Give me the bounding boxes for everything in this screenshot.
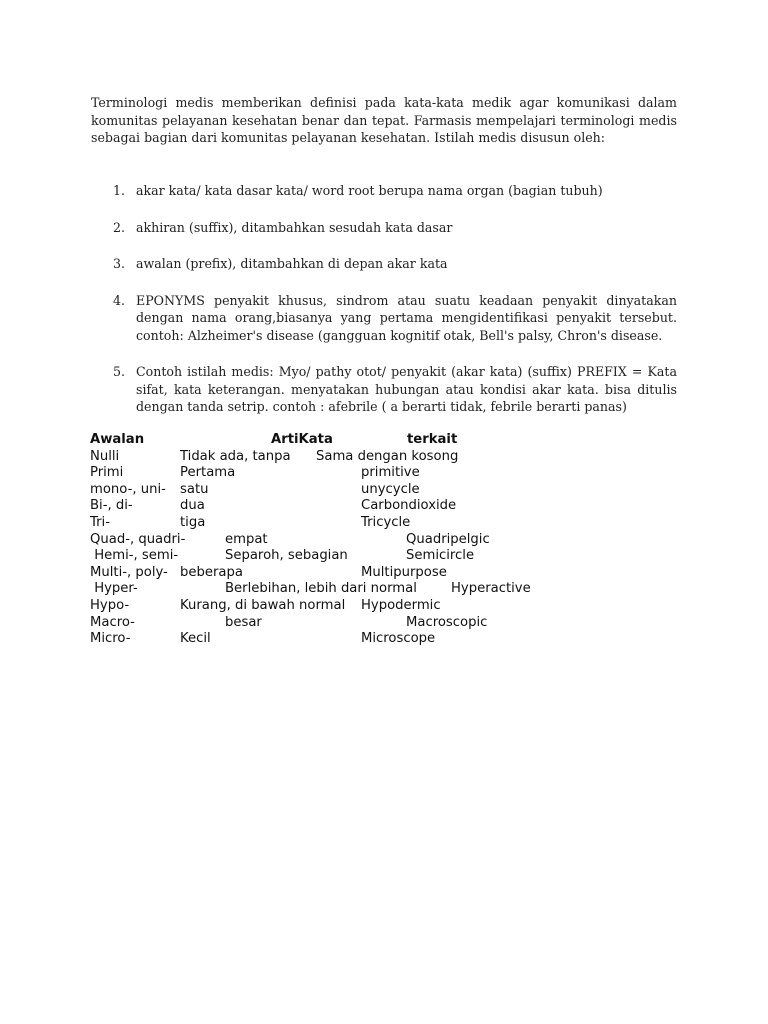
list-item xyxy=(91,255,677,273)
table-row xyxy=(90,615,690,632)
list-number: 5. xyxy=(113,364,126,379)
cell-awalan: Hypo- xyxy=(90,597,130,613)
cell-arti: Tidak ada, tanpa xyxy=(180,448,291,464)
cell-terkait: Quadripelgic xyxy=(406,531,490,547)
cell-terkait: Sama dengan kosong xyxy=(316,448,459,464)
table-row xyxy=(90,631,690,648)
table-row xyxy=(90,465,690,482)
cell-arti: beberapa xyxy=(180,564,243,580)
header-terkait: terkait xyxy=(407,432,458,447)
table-row xyxy=(90,532,690,549)
cell-arti: Separoh, sebagian xyxy=(225,548,348,564)
list-text: akhiran (suffix), ditambahkan sesudah kata dasar xyxy=(136,219,453,235)
cell-awalan: mono-, uni- xyxy=(90,481,166,497)
numbered-list xyxy=(91,182,677,435)
table-header-row xyxy=(90,432,690,449)
cell-terkait: primitive xyxy=(361,465,420,481)
table-row xyxy=(90,548,690,565)
cell-terkait: Carbondioxide xyxy=(361,498,457,514)
cell-awalan: Primi xyxy=(90,465,124,481)
cell-arti: Berlebihan, lebih dari normal xyxy=(225,581,417,597)
list-text: EPONYMS penyakit khusus, sindrom atau suatu keadaan penyakit dinyatakan dengan nama orang,biasanya yang pertama mengidentifikasi penyakit tersebut. contoh: Alzheimer's disease (gangguan kognitif otak, Bell's palsy, Chron's disease. xyxy=(136,292,677,343)
header-awalan: Awalan xyxy=(90,432,145,447)
list-item xyxy=(91,182,677,200)
cell-awalan: Quad-, quadri- xyxy=(90,531,186,547)
cell-arti: Pertama xyxy=(180,465,236,481)
list-item xyxy=(91,363,677,416)
table-row xyxy=(90,515,690,532)
cell-awalan: Tri- xyxy=(90,514,110,530)
cell-arti: tiga xyxy=(180,514,206,530)
table-row xyxy=(90,581,690,598)
cell-terkait: Hypodermic xyxy=(361,597,441,613)
cell-awalan: Hemi-, semi- xyxy=(90,548,179,564)
cell-arti: empat xyxy=(225,531,268,547)
list-text: akar kata/ kata dasar kata/ word root berupa nama organ (bagian tubuh) xyxy=(136,183,603,198)
cell-arti: Kecil xyxy=(180,631,211,647)
cell-arti: satu xyxy=(180,481,209,497)
cell-terkait: Macroscopic xyxy=(406,614,488,630)
cell-awalan: Bi-, di- xyxy=(90,498,133,514)
list-item xyxy=(91,292,677,345)
list-number: 2. xyxy=(113,219,126,235)
table-row xyxy=(90,498,690,515)
table-row xyxy=(90,598,690,615)
cell-terkait: Microscope xyxy=(361,631,436,647)
cell-arti: dua xyxy=(180,498,205,514)
table-row xyxy=(90,482,690,499)
header-artikata: ArtiKata xyxy=(271,432,333,447)
cell-awalan: Multi-, poly- xyxy=(90,564,168,580)
cell-arti: Kurang, di bawah normal xyxy=(180,597,346,613)
cell-awalan: Macro- xyxy=(90,614,135,630)
table-row xyxy=(90,565,690,582)
list-text: awalan (prefix), ditambahkan di depan akar kata xyxy=(136,256,448,271)
cell-terkait: Hyperactive xyxy=(451,581,531,597)
cell-awalan: Hyper- xyxy=(90,581,138,597)
cell-arti: besar xyxy=(225,614,262,630)
list-number: 3. xyxy=(113,256,126,271)
cell-awalan: Nulli xyxy=(90,448,120,464)
table-row xyxy=(90,449,690,466)
cell-terkait: Multipurpose xyxy=(361,564,447,580)
cell-terkait: Semicircle xyxy=(406,548,475,564)
list-number: 1. xyxy=(113,183,126,198)
list-text: Contoh istilah medis: Myo/ pathy otot/ penyakit (akar kata) (suffix) PREFIX = Kata sifat, kata keterangan. menyatakan hubungan atau kondisi akar kata. bisa ditulis dengan tanda setrip. contoh : afebrile ( a berarti tidak, febrile berarti panas) xyxy=(136,364,677,414)
list-item xyxy=(91,219,677,237)
intro-paragraph: Terminologi medis memberikan definisi pada kata-kata medik agar komunikasi dalam komunitas pelayanan kesehatan benar dan tepat. Farmasis mempelajari terminologi medis sebagai bagian dari komunitas pelayanan kesehatan. Istilah medis disusun oleh: xyxy=(91,95,677,145)
cell-terkait: Tricycle xyxy=(361,514,411,530)
prefix-table xyxy=(90,432,690,648)
list-number: 4. xyxy=(113,292,126,308)
cell-awalan: Micro- xyxy=(90,631,131,647)
cell-terkait: unycycle xyxy=(361,481,420,497)
